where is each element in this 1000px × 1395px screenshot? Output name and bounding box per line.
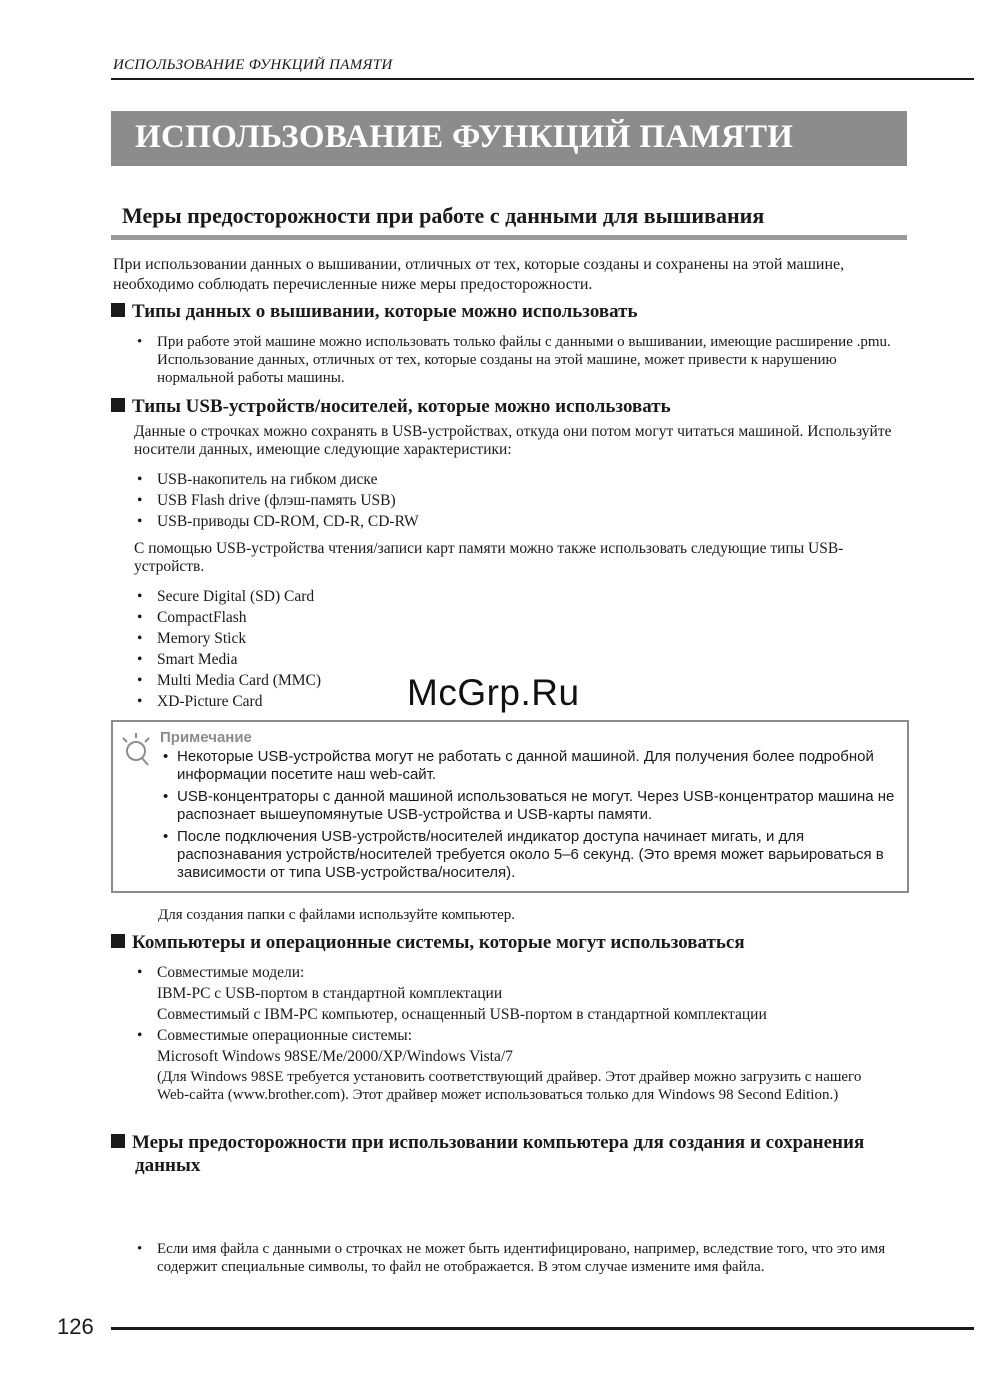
list-item: • Smart Media	[137, 649, 837, 670]
square-bullet-icon	[111, 934, 125, 948]
page-number: 126	[57, 1314, 94, 1339]
square-bullet-icon	[111, 398, 125, 412]
models-line: Совместимый с IBM-PC компьютер, оснащенный USB-портом в стандартной комплектации	[157, 1006, 767, 1023]
precautions-heading	[111, 1131, 895, 1177]
chapter-title-bar	[111, 111, 907, 166]
section-rule	[111, 235, 907, 240]
top-rule	[111, 78, 974, 80]
note-label: Примечание	[160, 729, 252, 746]
list-item: • USB-приводы CD-ROM, CD-R, CD-RW	[137, 511, 837, 532]
computers-list	[137, 962, 897, 1067]
precautions-bullet: • Если имя файла с данными о строчках не может быть идентифицировано, например, вследствие того, что это имя содержит специальные символы, то файл не отображается. В этом случае измените имя файла.	[137, 1240, 917, 1276]
note-list	[160, 748, 895, 886]
data-types-heading	[111, 301, 901, 323]
usb-types-heading-text: Типы USB-устройств/носителей, которые можно использовать	[132, 396, 671, 417]
computers-heading	[111, 932, 901, 954]
bottom-rule	[111, 1327, 974, 1330]
card-reader-intro: С помощью USB-устройства чтения/записи карт памяти можно также использовать следующие типы USB-устройств.	[134, 540, 844, 575]
section-title: Меры предосторожности при работе с данными для вышивания	[122, 203, 765, 228]
square-bullet-icon	[111, 303, 125, 317]
list-item: • USB-накопитель на гибком диске	[137, 469, 837, 490]
list-item: • Memory Stick	[137, 628, 837, 649]
computers-heading-text: Компьютеры и операционные системы, которые могут использоваться	[132, 932, 745, 953]
list-item: • Совместимые модели:	[137, 962, 897, 983]
square-bullet-icon	[111, 1134, 125, 1148]
list-item: • Совместимые операционные системы:	[137, 1025, 897, 1046]
watermark: McGrp.Ru	[407, 672, 580, 713]
data-types-bullet: • При работе этой машине можно использовать только файлы с данными о вышивании, имеющие расширение .pmu. Использование данных, отличных от тех, которые созданы на этой машине, может привести к нарушению нормальной работы машины.	[137, 333, 913, 387]
usb-types-intro: Данные о строчках можно сохранять в USB-устройствах, откуда они потом могут читаться машиной. Используйте носители данных, имеющие следующие характеристики:	[134, 423, 892, 458]
running-head: ИСПОЛЬЗОВАНИЕ ФУНКЦИЙ ПАМЯТИ	[113, 57, 393, 73]
note-item: • После подключения USB-устройств/носителей индикатор доступа начинает мигать, и для распознавания устройств/носителей требуется около 5–6 секунд. (Это время может варьироваться в зависимости от типа USB-устройства/носителя).	[160, 828, 895, 882]
note-item: • USB-концентраторы с данной машиной использоваться не могут. Через USB-концентратор машина не распознает вышеупомянутые USB-устройства и USB-карты памяти.	[160, 788, 895, 824]
usb-device-list	[137, 469, 837, 532]
list-item: • Multi Media Card (MMC)	[137, 670, 837, 691]
list-item: • CompactFlash	[137, 607, 837, 628]
note-item: • Некоторые USB-устройства могут не работать с данной машиной. Для получения более подробной информации посетите наш web-сайт.	[160, 748, 895, 784]
models-line: IBM-PC с USB-портом в стандартной комплектации	[157, 985, 503, 1002]
os-driver-note: (Для Windows 98SE требуется установить соответствующий драйвер. Этот драйвер можно загрузить с нашего Web-сайта (www.brother.com). Этот драйвер может использоваться только для Windows 98 Second Edition.)	[157, 1069, 862, 1103]
magnifier-note-icon	[117, 730, 157, 770]
usb-types-heading	[111, 396, 901, 418]
list-item: • USB Flash drive (флэш-память USB)	[137, 490, 837, 511]
chapter-title: ИСПОЛЬЗОВАНИЕ ФУНКЦИЙ ПАМЯТИ	[135, 119, 794, 155]
section-intro: При использовании данных о вышивании, отличных от тех, которые созданы и сохранены на этой машине, необходимо соблюдать перечисленные ниже меры предосторожности.	[113, 256, 845, 293]
os-line: Microsoft Windows 98SE/Me/2000/XP/Windows Vista/7	[157, 1048, 513, 1065]
data-types-heading-text: Типы данных о вышивании, которые можно использовать	[132, 301, 638, 322]
list-item: • Secure Digital (SD) Card	[137, 586, 837, 607]
precautions-heading-text: Меры предосторожности при использовании компьютера для создания и сохранения данных	[132, 1132, 865, 1176]
folder-note: Для создания папки с файлами используйте компьютер.	[158, 907, 515, 923]
list-item: • XD-Picture Card	[137, 691, 837, 712]
